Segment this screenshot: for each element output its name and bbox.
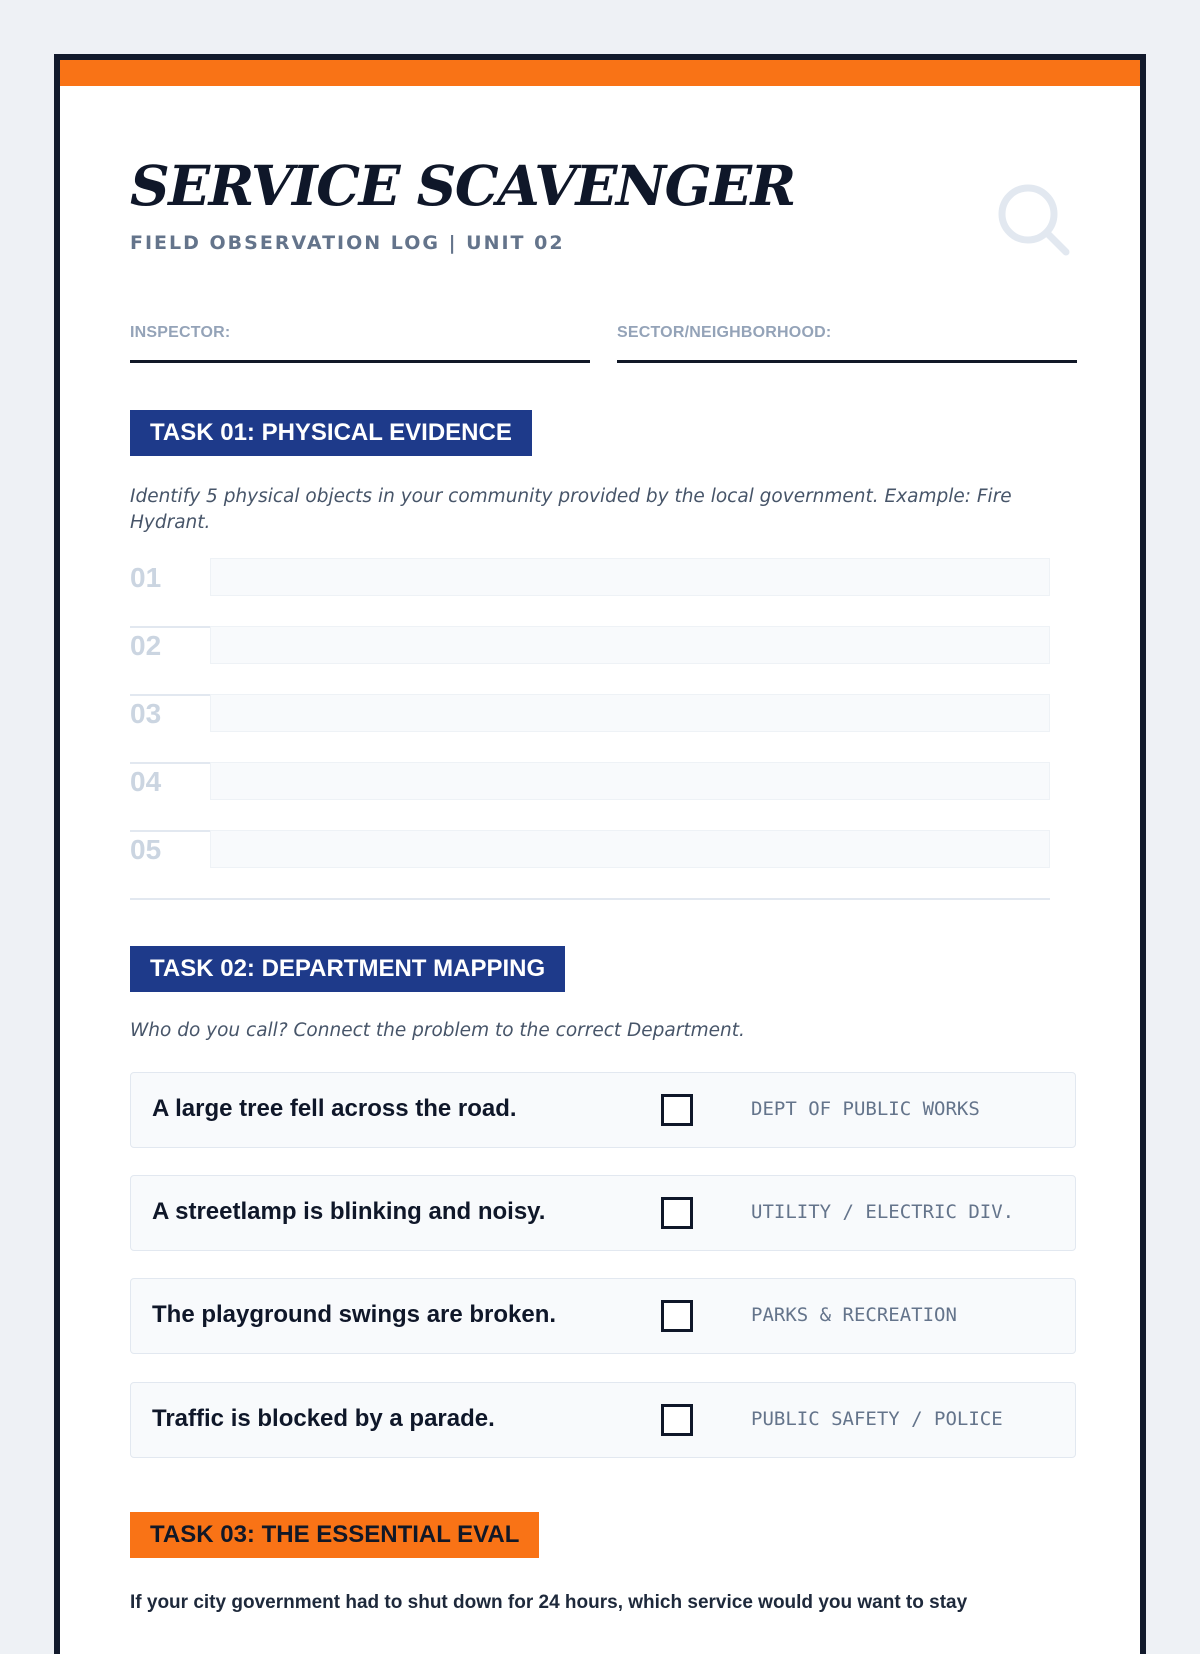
mapping-row	[130, 1382, 1076, 1458]
evidence-row-number: 02	[130, 630, 162, 661]
evidence-input[interactable]	[210, 830, 1050, 868]
sector-label: SECTOR/NEIGHBORHOOD:	[617, 324, 832, 341]
evidence-input[interactable]	[210, 694, 1050, 732]
mapping-problem: A streetlamp is blinking and noisy.	[152, 1198, 546, 1225]
mapping-row	[130, 1278, 1076, 1354]
evidence-input[interactable]	[210, 626, 1050, 664]
top-accent-bar	[60, 60, 1140, 86]
mapping-department: UTILITY / ELECTRIC DIV.	[751, 1201, 1015, 1223]
evidence-row-number: 04	[130, 766, 162, 797]
mapping-problem: A large tree fell across the road.	[152, 1095, 517, 1122]
inspector-field[interactable]	[130, 324, 590, 363]
mapping-department: PARKS & RECREATION	[751, 1304, 957, 1326]
mapping-problem: Traffic is blocked by a parade.	[152, 1405, 495, 1432]
inspector-label: INSPECTOR:	[130, 324, 231, 341]
mapping-department: PUBLIC SAFETY / POLICE	[751, 1408, 1003, 1430]
mapping-row	[130, 1072, 1076, 1148]
task-03-header: TASK 03: THE ESSENTIAL EVAL	[130, 1512, 539, 1558]
evidence-row-number: 01	[130, 562, 162, 593]
mapping-row	[130, 1175, 1076, 1251]
task-02-instructions: Who do you call? Connect the problem to the correct Department.	[130, 1020, 745, 1041]
page-title: SERVICE SCAVENGER	[130, 153, 795, 218]
evidence-input[interactable]	[210, 558, 1050, 596]
evidence-row	[130, 762, 1050, 832]
evidence-row	[130, 558, 1050, 628]
task-02-header: TASK 02: DEPARTMENT MAPPING	[130, 946, 565, 992]
evidence-row	[130, 694, 1050, 764]
mapping-checkbox[interactable]	[661, 1197, 693, 1229]
evidence-row	[130, 626, 1050, 696]
evidence-row	[130, 830, 1050, 900]
search-icon	[994, 180, 1074, 260]
task-01-header: TASK 01: PHYSICAL EVIDENCE	[130, 410, 532, 456]
page-subtitle: FIELD OBSERVATION LOG | UNIT 02	[130, 232, 565, 254]
task-01-instructions: Identify 5 physical objects in your community provided by the local government. Example: Fire Hydrant.	[130, 486, 1012, 533]
evidence-row-number: 05	[130, 834, 162, 865]
evidence-row-number: 03	[130, 698, 162, 729]
sector-field[interactable]	[617, 324, 1077, 363]
mapping-checkbox[interactable]	[661, 1300, 693, 1332]
worksheet	[54, 54, 1146, 1654]
mapping-department: DEPT OF PUBLIC WORKS	[751, 1098, 980, 1120]
task-03-question: If your city government had to shut down for 24 hours, which service would you want to stay	[130, 1592, 968, 1613]
mapping-checkbox[interactable]	[661, 1404, 693, 1436]
evidence-input[interactable]	[210, 762, 1050, 800]
mapping-checkbox[interactable]	[661, 1094, 693, 1126]
mapping-problem: The playground swings are broken.	[152, 1301, 557, 1328]
